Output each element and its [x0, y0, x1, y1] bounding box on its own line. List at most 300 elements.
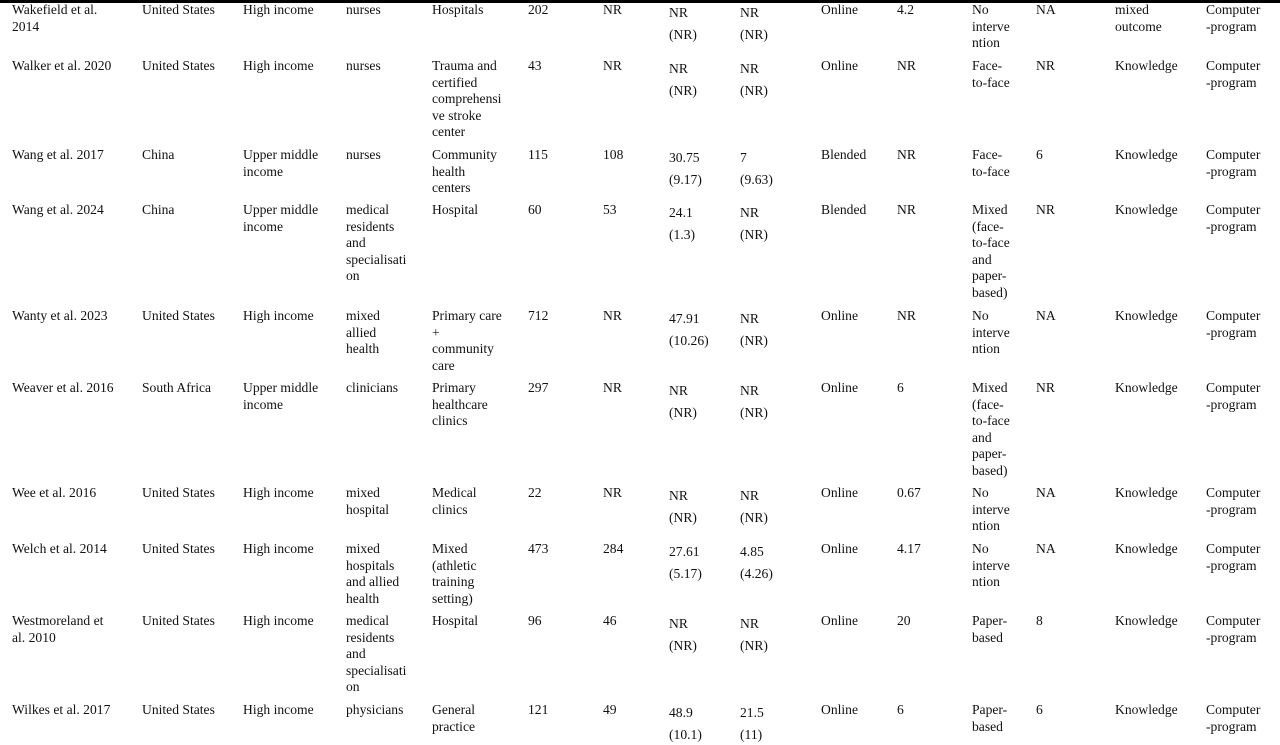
follow-up-cell: [1036, 308, 1056, 325]
cell-line: (9.63): [740, 169, 773, 191]
cell-line: Wang et al. 2017: [12, 147, 104, 164]
follow-up-cell: [1036, 147, 1043, 164]
setting-cell: [432, 613, 478, 630]
cell-line: 27.61: [669, 541, 702, 563]
cell-line: mixed: [346, 308, 380, 325]
cell-line: Knowledge: [1115, 58, 1178, 75]
cell-line: Weaver et al. 2016: [12, 380, 114, 397]
setting-cell: [432, 308, 502, 374]
cell-line: -program: [1206, 325, 1260, 342]
tool-cell: [1206, 58, 1260, 91]
setting-cell: [432, 541, 477, 607]
cell-line: and allied: [346, 574, 399, 591]
participants-cell: [346, 702, 403, 719]
income-level-cell: [243, 2, 314, 19]
cell-line: 43: [528, 58, 542, 75]
cell-line: High income: [243, 308, 314, 325]
tool-cell: [1206, 380, 1260, 413]
cell-line: 8: [1036, 613, 1043, 630]
cell-line: residents: [346, 630, 406, 647]
cell-line: Knowledge: [1115, 485, 1178, 502]
mean-sd-cell: [669, 702, 702, 745]
cell-line: High income: [243, 541, 314, 558]
cell-line: mixed: [346, 485, 389, 502]
sample-size-cell: [528, 485, 542, 502]
participants-cell: [346, 202, 406, 285]
cell-line: 4.85: [740, 541, 773, 563]
cell-line: Online: [821, 702, 858, 719]
cell-line: (1.3): [669, 224, 695, 246]
cell-line: Computer: [1206, 58, 1260, 75]
cell-line: 20: [897, 613, 911, 630]
comparator-cell: [972, 541, 1010, 591]
cell-line: Wakefield et al.: [12, 2, 97, 19]
comparator-cell: [972, 380, 1010, 480]
cell-line: paper-: [972, 446, 1010, 463]
cell-line: 24.1: [669, 202, 695, 224]
delivery-mode-cell: [821, 147, 866, 164]
cell-line: NR: [603, 2, 622, 19]
cell-line: NR: [740, 485, 768, 507]
cell-line: NR: [740, 308, 768, 330]
comparator-cell: [972, 147, 1010, 180]
cell-line: Computer: [1206, 2, 1260, 19]
cell-line: and: [346, 235, 406, 252]
duration-cell: [897, 613, 911, 630]
duration-cell: [897, 2, 914, 19]
cell-line: 7: [740, 147, 773, 169]
participants-cell: [346, 58, 381, 75]
sample-size-cell: [528, 202, 542, 219]
second-mean-sd-cell: [740, 541, 773, 584]
participants-cell: [346, 613, 406, 696]
cell-line: NR: [603, 380, 622, 397]
cell-line: hospitals: [346, 558, 399, 575]
cell-line: NR: [669, 58, 697, 80]
sample-size-cell: [528, 702, 548, 719]
study-cell: [12, 308, 108, 325]
cell-line: Face-: [972, 58, 1010, 75]
cell-line: center: [432, 124, 501, 141]
cell-line: Knowledge: [1115, 147, 1178, 164]
follow-up-cell: [1036, 702, 1043, 719]
income-level-cell: [243, 380, 318, 413]
cell-line: High income: [243, 485, 314, 502]
cell-line: United States: [142, 541, 215, 558]
setting-cell: [432, 58, 501, 141]
study-cell: [12, 2, 97, 35]
duration-cell: [897, 380, 904, 397]
study-cell: [12, 380, 114, 397]
cell-line: Primary: [432, 380, 488, 397]
cell-line: training: [432, 574, 477, 591]
cell-line: 121: [528, 702, 548, 719]
country-cell: [142, 202, 174, 219]
cell-line: NA: [1036, 2, 1056, 19]
cell-line: 712: [528, 308, 548, 325]
study-cell: [12, 702, 110, 719]
cell-line: NR: [740, 2, 768, 24]
cell-line: Online: [821, 613, 858, 630]
cell-line: Welch et al. 2014: [12, 541, 107, 558]
outcome-cell: [1115, 58, 1178, 75]
cell-line: China: [142, 147, 174, 164]
cell-line: paper-: [972, 268, 1010, 285]
cell-line: al. 2010: [12, 630, 103, 647]
cell-line: Mixed: [972, 202, 1010, 219]
cell-line: NR: [669, 380, 697, 402]
sample-size-cell: [528, 380, 548, 397]
cell-line: -program: [1206, 630, 1260, 647]
cell-line: 6: [1036, 147, 1043, 164]
cell-line: Walker et al. 2020: [12, 58, 111, 75]
cell-line: NR: [897, 202, 916, 219]
outcome-cell: [1115, 702, 1178, 719]
cell-line: NR: [740, 613, 768, 635]
cell-line: No: [972, 485, 1010, 502]
outcome-cell: [1115, 308, 1178, 325]
study-cell: [12, 202, 104, 219]
cell-line: health: [432, 164, 497, 181]
study-cell: [12, 58, 111, 75]
cell-line: 30.75: [669, 147, 702, 169]
cell-line: Upper middle: [243, 147, 318, 164]
cell-line: Trauma and: [432, 58, 501, 75]
country-cell: [142, 613, 215, 630]
follow-up-cell: [1036, 202, 1055, 219]
cell-line: ntion: [972, 341, 1010, 358]
comparator-cell: [972, 58, 1010, 91]
cell-line: NR: [669, 2, 697, 24]
cell-line: ntion: [972, 518, 1010, 535]
cell-line: Wanty et al. 2023: [12, 308, 108, 325]
cell-line: Wee et al. 2016: [12, 485, 96, 502]
tool-cell: [1206, 147, 1260, 180]
cell-line: NR: [669, 485, 697, 507]
cell-line: NR: [897, 147, 916, 164]
income-level-cell: [243, 147, 318, 180]
delivery-mode-cell: [821, 702, 858, 719]
cell-line: -program: [1206, 719, 1260, 736]
cell-line: Knowledge: [1115, 613, 1178, 630]
cell-line: NA: [1036, 308, 1056, 325]
second-count-cell: [603, 702, 617, 719]
mean-sd-cell: [669, 613, 697, 656]
mean-sd-cell: [669, 202, 695, 245]
country-cell: [142, 380, 211, 397]
cell-line: comprehensi: [432, 91, 501, 108]
mean-sd-cell: [669, 541, 702, 584]
participants-cell: [346, 2, 381, 19]
cell-line: -program: [1206, 502, 1260, 519]
mean-sd-cell: [669, 58, 697, 101]
follow-up-cell: [1036, 485, 1056, 502]
delivery-mode-cell: [821, 58, 858, 75]
cell-line: and: [346, 646, 406, 663]
cell-line: 21.5: [740, 702, 764, 724]
cell-line: No: [972, 308, 1010, 325]
cell-line: 6: [897, 702, 904, 719]
cell-line: hospital: [346, 502, 389, 519]
cell-line: care: [432, 358, 502, 375]
cell-line: outcome: [1115, 19, 1162, 36]
cell-line: Knowledge: [1115, 202, 1178, 219]
cell-line: Wang et al. 2024: [12, 202, 104, 219]
cell-line: Knowledge: [1115, 308, 1178, 325]
tool-cell: [1206, 2, 1260, 35]
cell-line: (11): [740, 724, 764, 745]
cell-line: (NR): [740, 24, 768, 46]
cell-line: NR: [740, 202, 768, 224]
cell-line: NR: [669, 613, 697, 635]
cell-line: (4.26): [740, 563, 773, 585]
cell-line: General: [432, 702, 475, 719]
cell-line: NA: [1036, 541, 1056, 558]
duration-cell: [897, 308, 916, 325]
outcome-cell: [1115, 2, 1162, 35]
comparator-cell: [972, 202, 1010, 302]
second-count-cell: [603, 2, 622, 19]
cell-line: certified: [432, 75, 501, 92]
delivery-mode-cell: [821, 541, 858, 558]
sample-size-cell: [528, 308, 548, 325]
cell-line: health: [346, 591, 399, 608]
cell-line: income: [243, 397, 318, 414]
cell-line: (10.1): [669, 724, 702, 745]
cell-line: nurses: [346, 58, 381, 75]
cell-line: Medical: [432, 485, 477, 502]
cell-line: NR: [740, 380, 768, 402]
duration-cell: [897, 202, 916, 219]
cell-line: specialisati: [346, 252, 406, 269]
cell-line: interve: [972, 502, 1010, 519]
cell-line: +: [432, 325, 502, 342]
country-cell: [142, 2, 215, 19]
cell-line: Computer: [1206, 308, 1260, 325]
cell-line: setting): [432, 591, 477, 608]
comparator-cell: [972, 702, 1007, 735]
follow-up-cell: [1036, 541, 1056, 558]
mean-sd-cell: [669, 147, 702, 190]
cell-line: -program: [1206, 397, 1260, 414]
income-level-cell: [243, 702, 314, 719]
second-count-cell: [603, 613, 617, 630]
cell-line: Online: [821, 58, 858, 75]
cell-line: Westmoreland et: [12, 613, 103, 630]
study-cell: [12, 541, 107, 558]
comparator-cell: [972, 485, 1010, 535]
cell-line: income: [243, 164, 318, 181]
cell-line: United States: [142, 308, 215, 325]
cell-line: NR: [897, 308, 916, 325]
cell-line: Paper-: [972, 702, 1007, 719]
cell-line: NR: [1036, 380, 1055, 397]
cell-line: Hospital: [432, 613, 478, 630]
second-count-cell: [603, 308, 622, 325]
cell-line: Computer: [1206, 541, 1260, 558]
cell-line: income: [243, 219, 318, 236]
setting-cell: [432, 202, 478, 219]
cell-line: High income: [243, 613, 314, 630]
duration-cell: [897, 485, 921, 502]
sample-size-cell: [528, 613, 542, 630]
cell-line: Knowledge: [1115, 702, 1178, 719]
tool-cell: [1206, 485, 1260, 518]
cell-line: (NR): [740, 635, 768, 657]
cell-line: United States: [142, 702, 215, 719]
cell-line: clinicians: [346, 380, 398, 397]
outcome-cell: [1115, 147, 1178, 164]
cell-line: Mixed: [972, 380, 1010, 397]
cell-line: on: [346, 679, 406, 696]
cell-line: 115: [528, 147, 548, 164]
follow-up-cell: [1036, 58, 1055, 75]
cell-line: and: [972, 430, 1010, 447]
cell-line: 202: [528, 2, 548, 19]
cell-line: United States: [142, 613, 215, 630]
cell-line: Online: [821, 2, 858, 19]
second-count-cell: [603, 380, 622, 397]
cell-line: (NR): [740, 80, 768, 102]
second-mean-sd-cell: [740, 202, 768, 245]
cell-line: Online: [821, 308, 858, 325]
duration-cell: [897, 702, 904, 719]
cell-line: (10.26): [669, 330, 709, 352]
study-cell: [12, 485, 96, 502]
second-mean-sd-cell: [740, 702, 764, 745]
cell-line: nurses: [346, 147, 381, 164]
mean-sd-cell: [669, 380, 697, 423]
cell-line: 46: [603, 613, 617, 630]
cell-line: Wilkes et al. 2017: [12, 702, 110, 719]
cell-line: interve: [972, 19, 1010, 36]
country-cell: [142, 702, 215, 719]
participants-cell: [346, 308, 380, 358]
comparator-cell: [972, 2, 1010, 52]
cell-line: Computer: [1206, 147, 1260, 164]
cell-line: clinics: [432, 413, 488, 430]
delivery-mode-cell: [821, 380, 858, 397]
tool-cell: [1206, 202, 1260, 235]
cell-line: based: [972, 719, 1007, 736]
cell-line: -program: [1206, 19, 1260, 36]
duration-cell: [897, 58, 916, 75]
follow-up-cell: [1036, 380, 1055, 397]
cell-line: 108: [603, 147, 623, 164]
second-count-cell: [603, 147, 623, 164]
cell-line: -program: [1206, 75, 1260, 92]
delivery-mode-cell: [821, 613, 858, 630]
cell-line: (NR): [740, 330, 768, 352]
cell-line: Computer: [1206, 485, 1260, 502]
cell-line: (face-: [972, 219, 1010, 236]
cell-line: ntion: [972, 574, 1010, 591]
outcome-cell: [1115, 613, 1178, 630]
cell-line: community: [432, 341, 502, 358]
cell-line: Paper-: [972, 613, 1007, 630]
cell-line: NR: [603, 58, 622, 75]
second-mean-sd-cell: [740, 58, 768, 101]
cell-line: mixed: [1115, 2, 1162, 19]
second-mean-sd-cell: [740, 613, 768, 656]
cell-line: Upper middle: [243, 202, 318, 219]
cell-line: medical: [346, 613, 406, 630]
cell-line: 4.17: [897, 541, 921, 558]
second-count-cell: [603, 485, 622, 502]
cell-line: interve: [972, 558, 1010, 575]
country-cell: [142, 308, 215, 325]
cell-line: interve: [972, 325, 1010, 342]
country-cell: [142, 147, 174, 164]
cell-line: on: [346, 268, 406, 285]
cell-line: NR: [603, 485, 622, 502]
setting-cell: [432, 2, 483, 19]
cell-line: Mixed: [432, 541, 477, 558]
cell-line: 22: [528, 485, 542, 502]
outcome-cell: [1115, 202, 1178, 219]
income-level-cell: [243, 58, 314, 75]
cell-line: 297: [528, 380, 548, 397]
outcome-cell: [1115, 485, 1178, 502]
cell-line: medical: [346, 202, 406, 219]
cell-line: Knowledge: [1115, 541, 1178, 558]
cell-line: 47.91: [669, 308, 709, 330]
second-mean-sd-cell: [740, 308, 768, 351]
cell-line: No: [972, 2, 1010, 19]
participants-cell: [346, 485, 389, 518]
mean-sd-cell: [669, 308, 709, 351]
cell-line: Computer: [1206, 202, 1260, 219]
tool-cell: [1206, 541, 1260, 574]
cell-line: based: [972, 630, 1007, 647]
cell-line: (NR): [740, 224, 768, 246]
cell-line: ve stroke: [432, 108, 501, 125]
cell-line: NR: [897, 58, 916, 75]
cell-line: 60: [528, 202, 542, 219]
cell-line: 284: [603, 541, 623, 558]
cell-line: 6: [897, 380, 904, 397]
cell-line: 48.9: [669, 702, 702, 724]
cell-line: physicians: [346, 702, 403, 719]
delivery-mode-cell: [821, 308, 858, 325]
cell-line: centers: [432, 180, 497, 197]
country-cell: [142, 58, 215, 75]
second-mean-sd-cell: [740, 380, 768, 423]
income-level-cell: [243, 308, 314, 325]
country-cell: [142, 541, 215, 558]
study-cell: [12, 613, 103, 646]
second-mean-sd-cell: [740, 147, 773, 190]
cell-line: 96: [528, 613, 542, 630]
cell-line: NR: [1036, 202, 1055, 219]
cell-line: High income: [243, 2, 314, 19]
cell-line: clinics: [432, 502, 477, 519]
cell-line: to-face: [972, 413, 1010, 430]
income-level-cell: [243, 541, 314, 558]
cell-line: 53: [603, 202, 617, 219]
cell-line: High income: [243, 58, 314, 75]
cell-line: Computer: [1206, 380, 1260, 397]
second-count-cell: [603, 202, 617, 219]
second-mean-sd-cell: [740, 2, 768, 45]
second-count-cell: [603, 58, 622, 75]
second-count-cell: [603, 541, 623, 558]
mean-sd-cell: [669, 2, 697, 45]
cell-line: (NR): [740, 402, 768, 424]
duration-cell: [897, 541, 921, 558]
cell-line: Hospital: [432, 202, 478, 219]
second-mean-sd-cell: [740, 485, 768, 528]
